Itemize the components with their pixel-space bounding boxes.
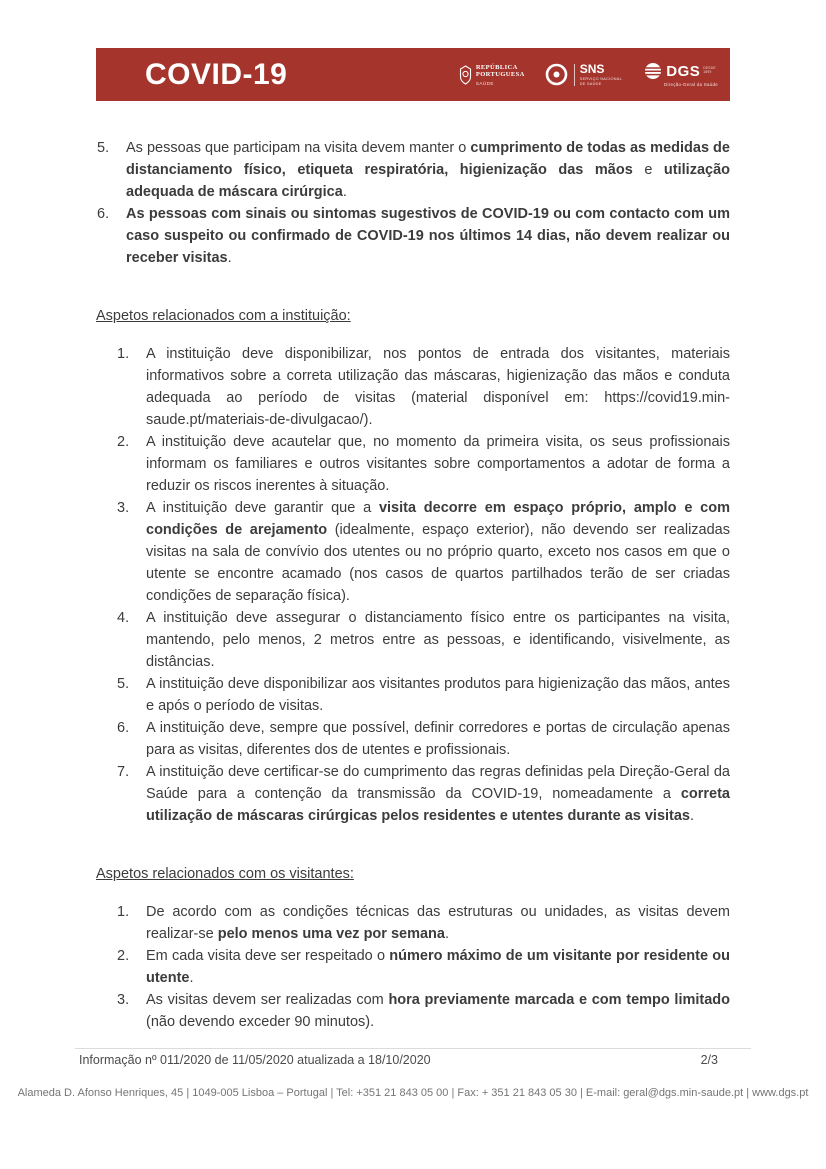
list-item: A instituição deve disponibilizar aos visitantes produtos para higienização das mãos, antes e após o período de visitas.	[146, 676, 730, 714]
footer-address: Alameda D. Afonso Henriques, 45 | 1049-005 Lisboa – Portugal | Tel: +351 21 843 05 00 | Fax: + 351 21 843 05 30 | E-mail: geral@dgs.min-saude.pt | www.dgs.pt	[17, 1087, 809, 1099]
header-logos	[459, 62, 718, 87]
sns-divider	[574, 64, 575, 86]
list-item: A instituição deve, sempre que possível, definir corredores e portas de circulação apenas para as visitas, diferentes dos de utentes e profissionais.	[146, 720, 730, 758]
dgs-globe-icon	[644, 62, 662, 80]
list-item: A instituição deve acautelar que, no momento da primeira visita, os seus profissionais informam os familiares e outros visitantes sobre comportamentos a adotar de forma a reduzir os riscos inerentes à situação.	[146, 434, 730, 494]
sns-subtitle-line2: DE SAÚDE	[579, 81, 602, 86]
republica-text-line1: REPÚBLICA	[475, 63, 518, 71]
list-item: As pessoas com sinais ou sintomas sugestivos de COVID-19 ou com contacto com um caso suspeito ou confirmado de COVID-19 nos últimos 14 dias, não devem realizar ou receber visitas.	[126, 206, 730, 266]
footer-divider	[75, 1048, 751, 1049]
list-item: Em cada visita deve ser respeitado o número máximo de um visitante por residente ou utente.	[146, 948, 731, 986]
list-item: A instituição deve assegurar o distanciamento físico entre os participantes na visita, mantendo, pelo menos, 2 metros entre as pessoas, e identificando, visivelmente, as distâncias.	[146, 610, 730, 670]
visitors-list	[96, 901, 730, 1033]
dgs-text: DGS	[666, 62, 701, 80]
list-item: De acordo com as condições técnicas das estruturas ou unidades, as visitas devem realizar-se pelo menos uma vez por semana.	[146, 904, 730, 942]
covid-banner	[96, 48, 730, 101]
page-title: COVID-19	[145, 57, 288, 91]
dgs-since-line1: DESDE	[703, 66, 716, 71]
document-reference: Informação nº 011/2020 de 11/05/2020 atualizada a 18/10/2020	[79, 1053, 431, 1067]
sns-text: SNS	[579, 62, 605, 76]
republica-text-line2: PORTUGUESA	[475, 70, 525, 78]
list-item: A instituição deve certificar-se do cumprimento das regras definidas pela Direção-Geral da Saúde para a contenção da transmissão da COVID-19, nomeadamente a correta utilização de máscaras cirúrgicas pelos residentes e utentes durante as visitas.	[146, 764, 730, 824]
list-item: A instituição deve garantir que a visita decorre em espaço próprio, amplo e com condições de arejamento (idealmente, espaço exterior), não devendo ser realizadas visitas na sala de convívio dos utentes ou no próprio quarto, exceto nos casos em que o utente se encontre acamado (nos casos de quartos partilhados terão de ser criadas condições de separação física).	[146, 500, 730, 604]
sns-subtitle-line1: SERVIÇO NACIONAL	[579, 76, 623, 81]
logo-sns	[545, 63, 622, 86]
footer-info-row	[79, 1053, 718, 1067]
document-body	[96, 137, 730, 1033]
logo-dgs	[642, 62, 718, 87]
page-number: 2/3	[700, 1053, 718, 1067]
dgs-since-line2: 1899	[703, 70, 712, 74]
intro-list	[96, 137, 730, 269]
list-item: A instituição deve disponibilizar, nos pontos de entrada dos visitantes, materiais informativos sobre a correta utilização das máscaras, higienização das mãos e conduta adequada ao período de visitas (material disponível em: https://covid19.min-saude.pt/materiais-de-divulgacao/).	[146, 346, 730, 428]
section-heading-visitors: Aspetos relacionados com os visitantes:	[96, 866, 354, 882]
sns-swirl-icon	[545, 63, 568, 86]
section-heading-institution: Aspetos relacionados com a instituição:	[96, 308, 351, 324]
list-item: As pessoas que participam na visita devem manter o cumprimento de todas as medidas de distanciamento físico, etiqueta respiratória, higienização das mãos e utilização adequada de máscara cirúrgica.	[126, 140, 730, 200]
republica-text-saude: SAÚDE	[475, 80, 494, 86]
logo-republica-portuguesa	[459, 64, 525, 86]
dgs-subtitle: Direção-Geral da Saúde	[664, 82, 718, 87]
republica-emblem-icon	[459, 65, 472, 85]
institution-list	[96, 343, 730, 827]
list-item: As visitas devem ser realizadas com hora previamente marcada e com tempo limitado (não devendo exceder 90 minutos).	[146, 992, 731, 1030]
